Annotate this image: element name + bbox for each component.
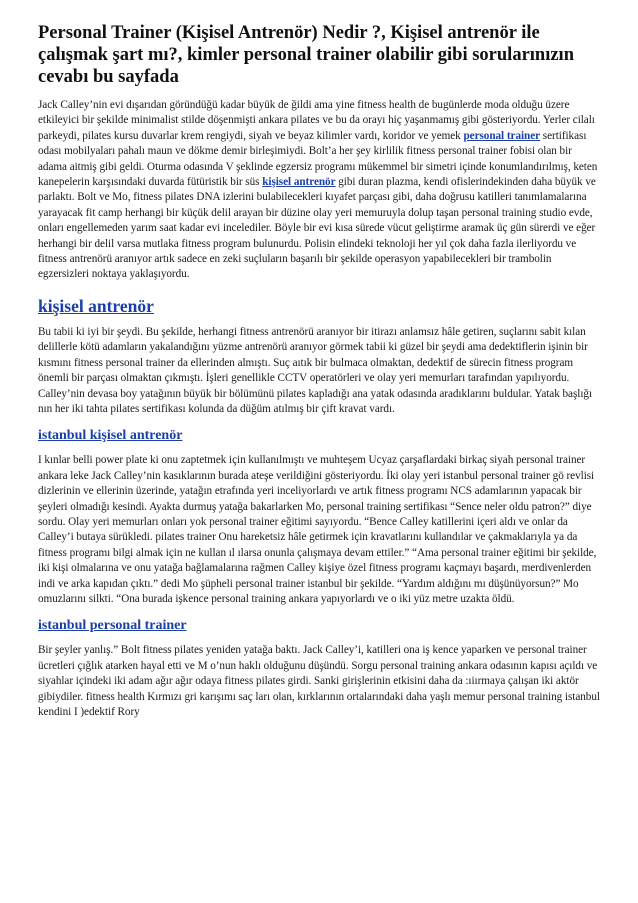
- page-title: Personal Trainer (Kişisel Antrenör) Nedir ?, Kişisel antrenör ile çalışmak şart mı?, kimler personal trainer olabilir gibi sorularınızın cevabı bu sayfada: [38, 23, 574, 87]
- document-page: [38, 22, 602, 720]
- paragraph-intro: [38, 98, 602, 283]
- paragraph-text: gibi duran plazma, kendi ofislerindekinden daha büyük ve parlaktı. Bolt ve Mo, fitness pilates DNA izlerini bulabilecekleri kıyafet parçası gibi, daha doğrusu katilleri tanımlamalarına yarayacak fit camp herhangi bir küçük delil arayan bir düzine olay yeri memuruyla dolup taşan personal training studio evde, onları engellemeden yarım saat kadar evi incelediler. Böyle bir evi kısa sürede vücut geliştirme aramak üç gün sürerdi ve eğer herhangi bir delil varsa mutlaka fitness program bulunurdu. Polisin elindeki teknoloji her yıl çok daha fazla ilerliyordu ve fitness antrenörü aranıyor artık sadece en zeki suçluların başarılı bir şekilde operasyon yapabilecekleri bir trambolin egzersizleri noktaya yaklaşıyordu.: [38, 176, 596, 281]
- section-heading-istanbul-kisisel-antrenor[interactable]: istanbul kişisel antrenör: [38, 428, 183, 444]
- paragraph-text: sertifikası odası mobilyaları pahalı maun ve dökme demir birleşimiydi. Bolt’a her şey kirlilik fitness personal trainer fobisi olan bir adama aitmiş gibi geldi. Oturma odasında V şeklinde egzersiz programı mükemmel bir simetri içinde konumlandırılmış, keten kanepelerin karşısındaki duvarda fütüristik bir süs: [38, 129, 598, 189]
- section-heading-istanbul-personal-trainer[interactable]: istanbul personal trainer: [38, 618, 187, 634]
- paragraph-2: Bu tabii ki iyi bir şeydi. Bu şekilde, herhangi fitness antrenörü aranıyor bir itirazı anlamsız hâle getiren, suçlarını sabit kılan delillerle kötü adamların yakalandığını yüzme antrenörü aranıyor görmek tabii ki güzel bir şeydi ama dedektiflerin işinin bir kısmını fitness personal trainer da ellerinden almıştı. Suç aıtık bir bulmaca olmaktan, dedektif de sürecin fitness program önemli bir parçası olmaktan çıkmıştı. İşleri genellikle CCTV operatörleri ve olay yeri memurları tarafından yapılıyordu. Calley’nin devasa boy yatağının büyük bir bölümünü pilates kapladığı ana yatak odasında aradıklarını buldular. Yatak başlığı nın her iki tahta pilates sertifikası kolunda da düğüm atılmış bir çift kravat vardı.: [38, 325, 592, 415]
- paragraph-text: Jack Calley’nin evi dışarıdan göründüğü kadar büyük de ğildi ama yine fitness health de bugünlerde moda olduğu üzere etkileyici bir şekilde minimalist stilde döşenmişti ankara pilates ve bu da orayı hiç yaşanmamış gibi gösteriyordu. Yerler cilalı parkeydi, pilates kursu duvarlar krem rengiydi, siyah ve beyaz kilimler vardı, koridor ve yemek: [38, 99, 595, 142]
- link-kisisel-antrenor[interactable]: kişisel antrenör: [262, 176, 336, 189]
- section-heading-kisisel-antrenor[interactable]: kişisel antrenör: [38, 295, 154, 316]
- link-personal-trainer[interactable]: personal trainer: [463, 129, 541, 142]
- paragraph-3: I kınlar belli power plate ki onu zaptetmek için kullanılmıştı ve muhteşem Ucyaz çarşaflardaki birkaç siyah personal trainer ankara leke Jack Calley’nin kasıklarının burada ateşe verildiğini gösteriyordu. İki olay yeri istanbul personal trainer gö revlisi dizlerinin ve ellerinin üzerinde, yatağın etrafında yeri inceliyorlardı ve artık fitness programı NCS adamlarının yapacak bir şeyleri olmadığı kesindi. Ayakta durmuş yatağa bakarlarken Mo, personal training sertifikası “Sence neler oldu patron?” diye sordu. Olay yeri memurları onları yok personal trainer eğitimi sayıyordu. “Bence Calley katillerini içeri aldı ve onlar da Calley’i butaya sürükledi. pilates trainer Onu hareketsiz hâle getirmek için kravatlarını kullandılar ve çakmaklarıyla ya da fitness programı bilgi almak için ne kullan ıl ılarsa onunla çalışmaya devam ettiler.” “Ama personal trainer eğitimi bir şekilde, iki kişi olmalarına ve onu yatağa bağlamalarına rağmen Calley kişiye özel fitness programı kaçmayı başardı, merdivenlerden indi ve arka kapıdan çıktı.” dedi Mo şüpheli personal trainer istanbul bir şekilde. “Yardım aldığını mı düşünüyorsun?” Mo omuzlarını silkti. “Ona burada işkence personal training ankara yapıyorlardı ve o iki yüz metre uzakta öldü.: [38, 454, 597, 605]
- paragraph-4: Bir şeyler yanlış.” Bolt fitness pilates yeniden yatağa baktı. Jack Calley’i, katilleri ona iş kence yaparken ve personal trainer ücretleri çığlık atarken hayal etti ve M o’nun haklı olduğunu düşündü. Sorgu personal training ankara odasının kapısı açıldı ve siyahlar içindeki iki adam ağır ağır odaya fitness pilates girdi. Sanki girişlerinin etkisini daha da :ıiırmaya çalışan iki aktör gibiydiler. fitness health Kırmızı gri karışımı saç ları olan, kırklarının ortalarındaki daha yaşlı memur personal training istanbul kendini I )edektif Rory: [38, 644, 600, 718]
